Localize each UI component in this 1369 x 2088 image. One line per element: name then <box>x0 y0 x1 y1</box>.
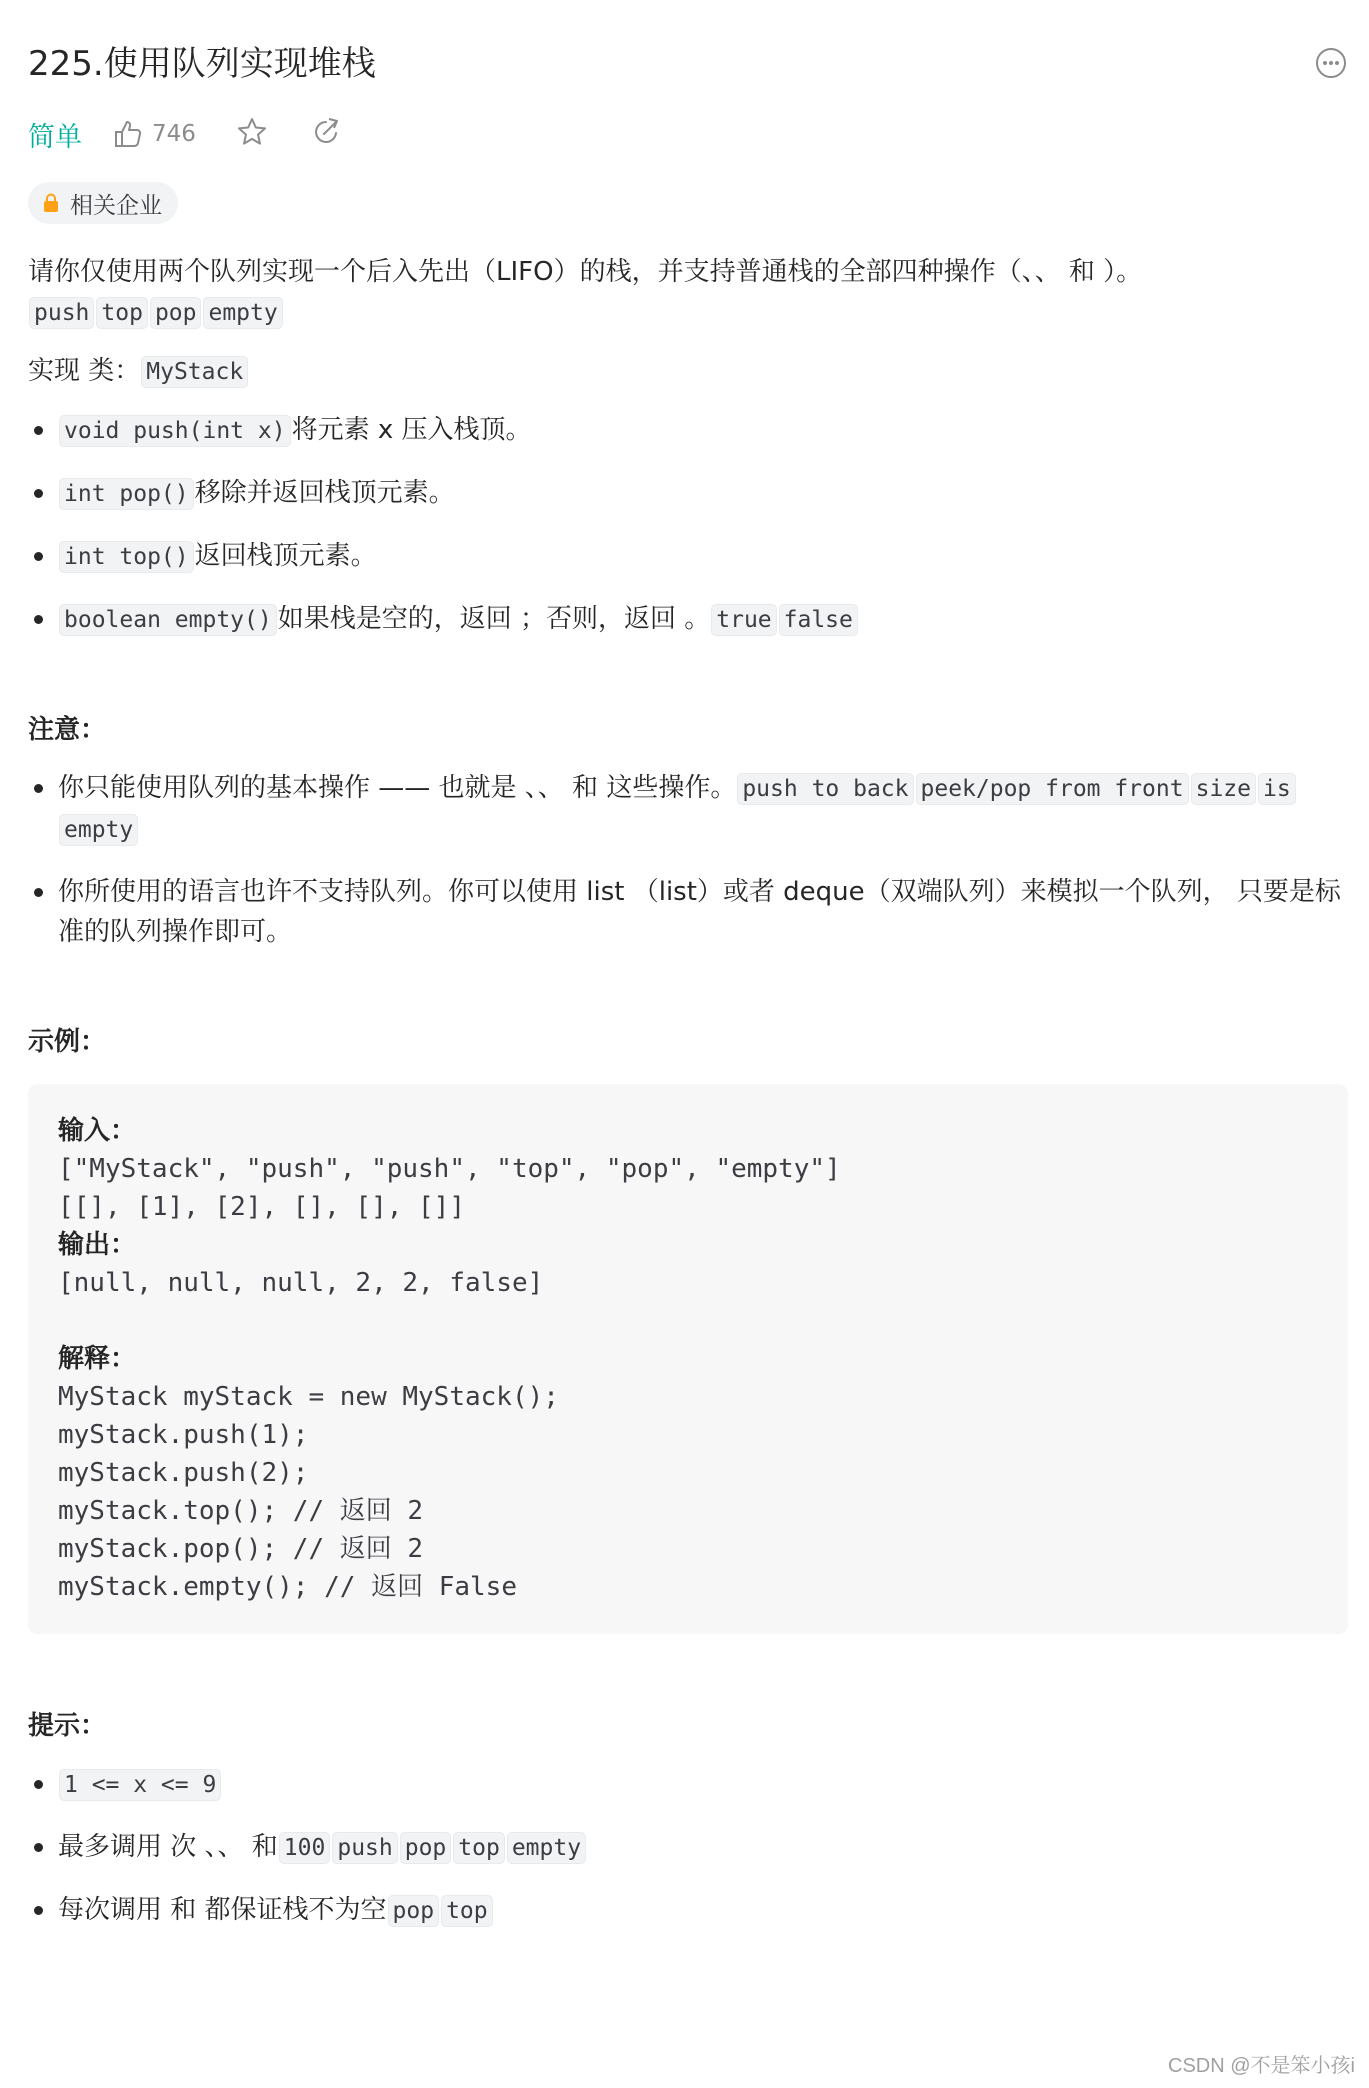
code-pop: pop <box>150 297 202 329</box>
more-icon <box>1314 46 1348 80</box>
hints-list <box>28 1764 1348 1931</box>
list-item <box>28 410 1348 451</box>
explain-line: myStack.push(1); <box>58 1420 309 1450</box>
problem-title[interactable]: 225.使用队列实现堆栈 <box>28 44 376 84</box>
method-code: int top() <box>59 541 194 573</box>
share-button[interactable] <box>310 116 342 152</box>
code-empty-note: empty <box>59 814 138 846</box>
code-pop: pop <box>400 1832 452 1864</box>
code-top: top <box>96 297 148 329</box>
explain-line: MyStack myStack = new MyStack(); <box>58 1382 559 1412</box>
list-item <box>28 1890 1348 1931</box>
hints-title: 提示： <box>28 1711 107 1741</box>
explain-label: 解释： <box>58 1344 137 1374</box>
code-empty: empty <box>203 297 282 329</box>
explain-line: myStack.top(); // 返回 2 <box>58 1496 424 1526</box>
code-push-to-back: push to back <box>737 773 913 805</box>
hint-code: 1 <= x <= 9 <box>59 1769 221 1801</box>
more-options-button[interactable] <box>1314 46 1348 80</box>
code-top: top <box>453 1832 505 1864</box>
problem-content <box>28 252 1348 1953</box>
tag-label: 相关企业 <box>70 192 162 219</box>
title-row <box>28 40 1348 88</box>
code-push: push <box>332 1832 397 1864</box>
output-label: 输出： <box>58 1230 137 1260</box>
code-100: 100 <box>279 1832 331 1864</box>
list-item <box>28 768 1348 850</box>
code-true: true <box>711 604 776 636</box>
code-false: false <box>779 604 858 636</box>
notes-title: 注意： <box>28 715 107 745</box>
impl-line <box>28 351 1348 392</box>
explain-line: myStack.empty(); // 返回 False <box>58 1572 517 1602</box>
code-is: is <box>1258 773 1296 805</box>
intro-sentence: 请你仅使用两个队列实现一个后入先出（LIFO）的栈，并支持普通栈的全部四种操作（、、 和 ）。 <box>28 257 1143 287</box>
example-block <box>28 1084 1348 1634</box>
method-code: int pop() <box>59 478 194 510</box>
star-icon <box>236 116 268 148</box>
example-title: 示例： <box>28 1027 107 1057</box>
intro-text <box>28 252 1348 292</box>
code-pop: pop <box>388 1895 440 1927</box>
list-item <box>28 1827 1348 1868</box>
notes-list <box>28 768 1348 952</box>
list-item <box>28 1764 1348 1805</box>
code-size: size <box>1191 773 1256 805</box>
note-text: 你只能使用队列的基本操作 —— 也就是 、、 和 这些操作。 <box>58 773 737 803</box>
method-text: 移除并返回栈顶元素。 <box>194 478 455 508</box>
thumbs-up-icon <box>112 118 144 150</box>
related-companies-tag[interactable] <box>28 182 178 224</box>
hint-text: 最多调用 次 、、 和 <box>58 1832 278 1862</box>
code-push: push <box>29 297 94 329</box>
output-line: [null, null, null, 2, 2, false] <box>58 1268 544 1298</box>
list-item <box>28 473 1348 514</box>
method-text: 将元素 x 压入栈顶。 <box>291 415 532 445</box>
method-list <box>28 410 1348 640</box>
list-item <box>28 872 1348 952</box>
input-line: [[], [1], [2], [], [], []] <box>58 1192 465 1222</box>
code-empty: empty <box>507 1832 586 1864</box>
watermark: CSDN @不是笨小孩i <box>1168 2055 1355 2077</box>
method-text: 如果栈是空的，返回 ；否则，返回 。 <box>277 604 711 634</box>
code-peek-pop: peek/pop from front <box>916 773 1189 805</box>
explain-line: myStack.pop(); // 返回 2 <box>58 1534 424 1564</box>
share-icon <box>310 116 342 148</box>
explain-line: myStack.push(2); <box>58 1458 309 1488</box>
difficulty-badge: 简单 <box>28 121 82 153</box>
method-code: void push(int x) <box>59 415 291 447</box>
code-top: top <box>441 1895 493 1927</box>
hint-text: 每次调用 和 都保证栈不为空 <box>58 1895 387 1925</box>
input-line: ["MyStack", "push", "push", "top", "pop", "empty"] <box>58 1154 841 1184</box>
intro-codes <box>28 292 1348 333</box>
impl-prefix: 实现 类： <box>28 356 141 386</box>
lock-icon <box>42 193 60 213</box>
list-item <box>28 536 1348 577</box>
favorite-button[interactable] <box>236 116 268 152</box>
method-code: boolean empty() <box>59 604 277 636</box>
code-mystack: MyStack <box>141 356 248 388</box>
list-item <box>28 599 1348 640</box>
like-count: 746 <box>152 121 196 147</box>
like-button[interactable] <box>112 118 196 150</box>
note-text: 你所使用的语言也许不支持队列。你可以使用 list （list）或者 deque（双端队列）来模拟一个队列， 只要是标准的队列操作即可。 <box>58 877 1341 947</box>
input-label: 输入： <box>58 1116 137 1146</box>
meta-row <box>28 114 342 154</box>
method-text: 返回栈顶元素。 <box>194 541 377 571</box>
